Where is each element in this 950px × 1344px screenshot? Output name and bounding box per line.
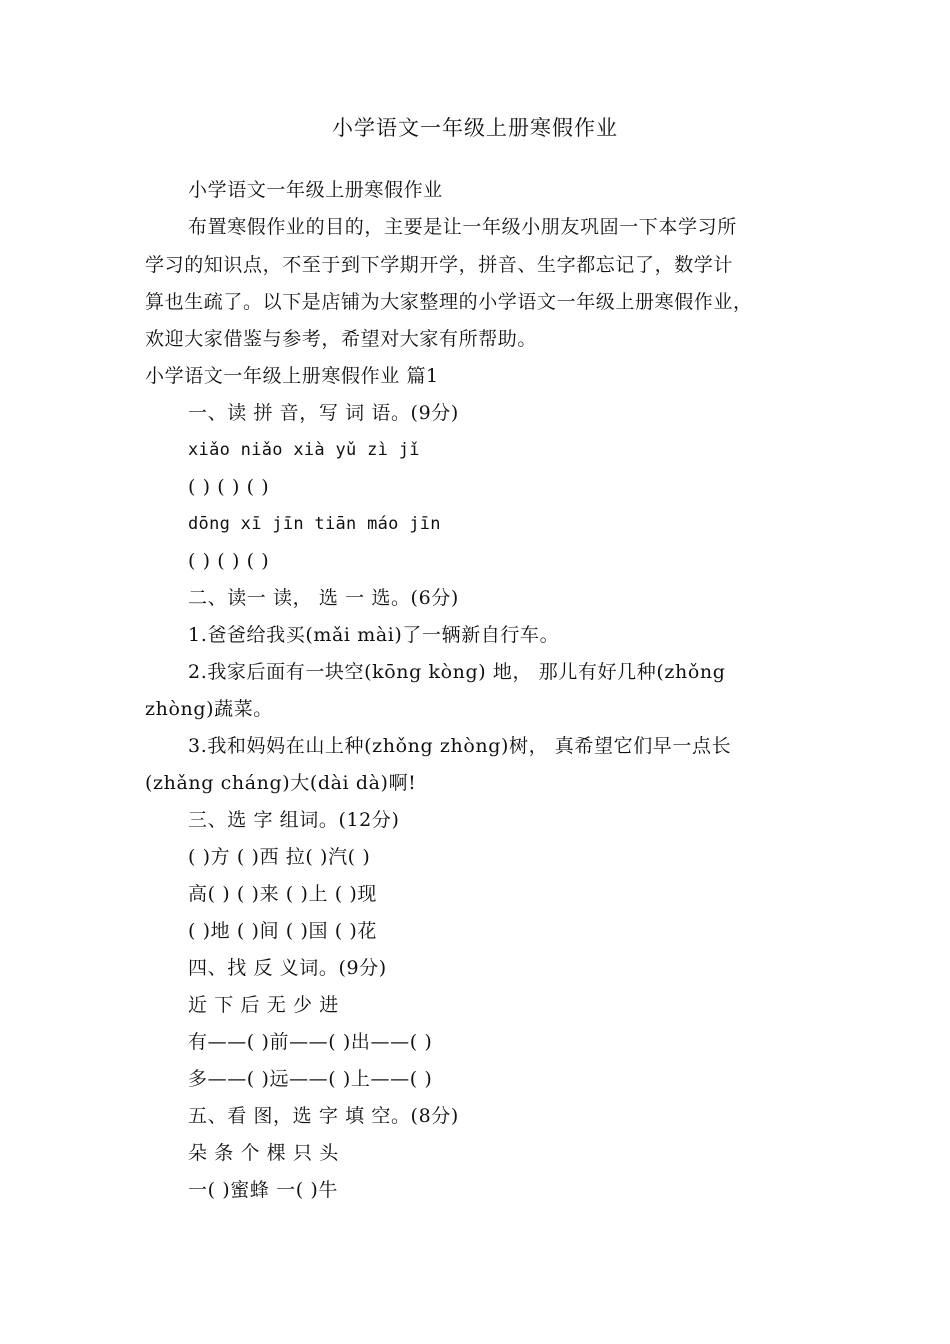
intro-line-3: 算也生疏了。以下是店铺为大家整理的小学语文一年级上册寒假作业，: [145, 291, 753, 313]
q3-title: 三、选 字 组词。(12分): [188, 809, 400, 831]
q2-item-2b: zhòng)蔬菜。: [145, 698, 273, 720]
q1-pinyin-row-2: dōng xī jīn tiān máo jīn: [188, 514, 441, 534]
q4-words: 近 下 后 无 少 进: [188, 994, 339, 1016]
q4-row-2: 多——( )远——( )上——( ): [188, 1068, 433, 1090]
q3-row-1: ( )方 ( )西 拉( )汽( ): [188, 846, 371, 868]
subtitle: 小学语文一年级上册寒假作业: [188, 179, 443, 201]
q3-row-3: ( )地 ( )间 ( )国 ( )花: [188, 920, 377, 942]
q2-item-1: 1.爸爸给我买(mǎi mài)了一辆新自行车。: [188, 624, 560, 646]
q5-words: 朵 条 个 棵 只 头: [188, 1142, 339, 1164]
q2-item-2a: 2.我家后面有一块空(kōng kòng) 地， 那儿有好几种(zhǒng: [188, 661, 726, 683]
q5-row-1: 一( )蜜蜂 一( )牛: [188, 1179, 338, 1201]
q2-item-3b: (zhǎng cháng)大(dài dà)啊!: [145, 772, 417, 794]
q1-title: 一、读 拼 音，写 词 语。(9分): [188, 402, 459, 424]
q4-row-1: 有——( )前——( )出——( ): [188, 1031, 433, 1053]
section-title: 小学语文一年级上册寒假作业 篇1: [145, 365, 439, 387]
q3-row-2: 高( ) ( )来 ( )上 ( )现: [188, 883, 377, 905]
q1-blank-row-1: ( ) ( ) ( ): [188, 476, 270, 498]
intro-line-1: 布置寒假作业的目的，主要是让一年级小朋友巩固一下本学习所: [188, 216, 737, 238]
q2-title: 二、读一 读， 选 一 选。(6分): [188, 587, 459, 609]
intro-line-2: 学习的知识点，不至于到下学期开学，拼音、生字都忘记了，数学计: [145, 254, 734, 276]
intro-line-4: 欢迎大家借鉴与参考，希望对大家有所帮助。: [145, 328, 538, 350]
document-title: 小学语文一年级上册寒假作业: [332, 116, 618, 140]
q4-title: 四、找 反 义词。(9分): [188, 957, 387, 979]
q2-item-3a: 3.我和妈妈在山上种(zhǒng zhòng)树， 真希望它们早一点长: [188, 735, 732, 757]
q1-blank-row-2: ( ) ( ) ( ): [188, 550, 270, 572]
q1-pinyin-row-1: xiǎo niǎo xià yǔ zì jǐ: [188, 440, 420, 460]
q5-title: 五、看 图，选 字 填 空。(8分): [188, 1105, 459, 1127]
